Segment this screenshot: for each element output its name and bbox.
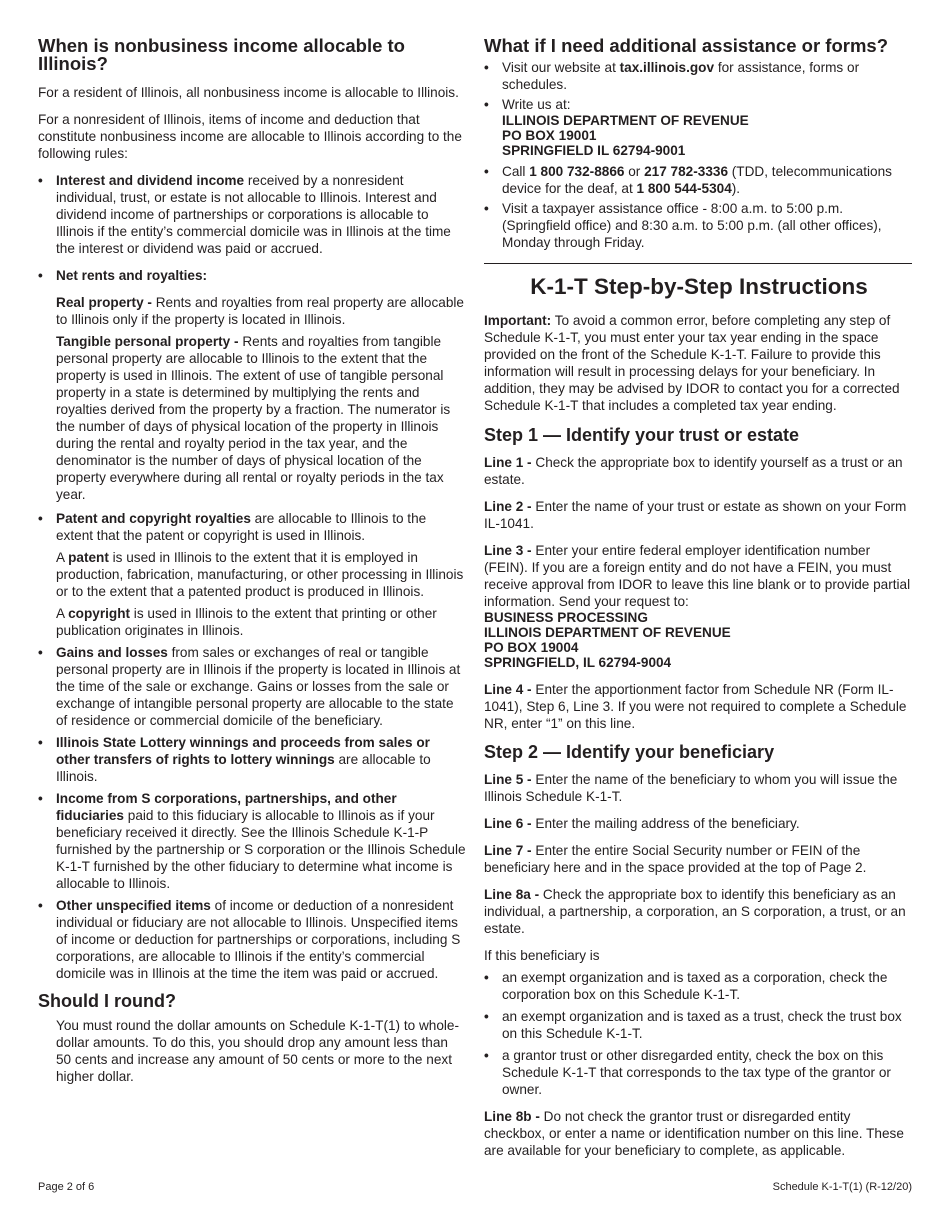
bullet-visit-office: • Visit a taxpayer assistance office - 8:00 a.m. to 5:00 p.m. (Springfield office) and 8:30 a.m. to 5:00 p.m. (all other offices), Monday through Friday. [484, 200, 914, 251]
bullet-interest-dividend: • Interest and dividend income received by a nonresident individual, trust, or estate is not allocable to Illinois. Interest and dividend income of partnerships or corporations is allocable to Illinois if the entity’s commercial domicile was in Illinois at the time the interest or dividend was paid or accrued. [38, 172, 466, 257]
bullet-net-rents: • Net rents and royalties: [38, 267, 466, 284]
para-line-3: Line 3 - Enter your entire federal employer identification number (FEIN). If you are a foreign entity and do not have a FEIN, you must receive approval from IDOR to leave this line blank or to provide partial information. Send your request to: [484, 543, 911, 609]
para-nonresident: For a nonresident of Illinois, items of income and deduction that constitute nonbusiness income are allocable to Illinois according to the following rules: [38, 112, 462, 161]
bullet-write-us: • Write us at: ILLINOIS DEPARTMENT OF REVENUE PO BOX 19001 SPRINGFIELD IL 62794-9001 [484, 96, 914, 158]
left-column [38, 0, 466, 1085]
para-patent: A patent is used in Illinois to the extent that it is employed in production, fabrication, manufacturing, or other processing in Illinois or to the extent that a patented product is produced in Illinois. [56, 550, 464, 599]
para-tangible-property: Tangible personal property - Rents and royalties from tangible personal property are allocable to Illinois to the extent that the property is used in Illinois. The extent of use of tangible personal property in a state is determined by multiplying the rents and royalties derived from the property by a fraction. The numerator is the number of days of physical location of the property in Illinois during the rental and royalty period in the tax year, and the denominator is the number of days of physical location of the property everywhere during all rental or royalty periods in the tax year. [56, 334, 451, 502]
para-real-property: Real property - Rents and royalties from real property are allocable to Illinois only if the property is located in Illinois. [56, 295, 464, 327]
bullet-exempt-trust: • an exempt organization and is taxed as a trust, check the trust box on this Schedule K-1-T. [484, 1008, 914, 1042]
right-column [484, 0, 914, 1159]
section-divider [484, 263, 912, 264]
para-line-4: Line 4 - Enter the apportionment factor from Schedule NR (Form IL-1041), Step 6, Line 3. If you were not required to complete a Schedule NR, enter “1” on this line. [484, 682, 907, 731]
para-rounding: You must round the dollar amounts on Schedule K-1-T(1) to whole-dollar amounts. To do this, you should drop any amount less than 50 cents and increase any amount of 50 cents or more to the next higher dollar. [56, 1018, 459, 1084]
title-step-by-step: K-1-T Step-by-Step Instructions [530, 274, 868, 299]
para-copyright: A copyright is used in Illinois to the extent that printing or other publication originates in Illinois. [56, 606, 437, 638]
mailing-address-idor: ILLINOIS DEPARTMENT OF REVENUE PO BOX 19001 SPRINGFIELD IL 62794-9001 [502, 113, 749, 158]
footer-form-id: Schedule K-1-T(1) (R-12/20) [772, 1181, 912, 1193]
para-line-8a: Line 8a - Check the appropriate box to identify this beneficiary as an individual, a partnership, a corporation, an S corporation, a trust, or an estate. [484, 887, 906, 936]
phone-number-2: 217 782-3336 [644, 164, 728, 179]
bullet-patent-copyright: • Patent and copyright royalties are allocable to Illinois to the extent that the patent or copyright is used in Illinois. [38, 510, 466, 544]
heading-step-2: Step 2 — Identify your beneficiary [484, 742, 775, 762]
mailing-address-business-processing: BUSINESS PROCESSING ILLINOIS DEPARTMENT OF REVENUE PO BOX 19004 SPRINGFIELD, IL 62794-9004 [484, 610, 731, 670]
bullet-exempt-corporation: • an exempt organization and is taxed as a corporation, check the corporation box on this Schedule K-1-T. [484, 969, 914, 1003]
heading-should-round: Should I round? [38, 991, 176, 1011]
para-line-8b: Line 8b - Do not check the grantor trust or disregarded entity checkbox, or enter a name or identification number on this line. These are available for your beneficiary to complete, as applicable. [484, 1109, 904, 1158]
para-line-5: Line 5 - Enter the name of the beneficiary to whom you will issue the Illinois Schedule K-1-T. [484, 772, 898, 804]
footer-page-number: Page 2 of 6 [38, 1181, 95, 1193]
para-if-beneficiary: If this beneficiary is [484, 948, 600, 963]
heading-additional-assistance: What if I need additional assistance or forms? [484, 35, 888, 56]
phone-number-tdd: 1 800 544-5304 [636, 181, 732, 196]
para-line-7: Line 7 - Enter the entire Social Security number or FEIN of the beneficiary here and in the space provided at the top of Page 2. [484, 843, 867, 875]
bullet-gains-losses: • Gains and losses from sales or exchanges of real or tangible personal property are in Illinois if the property is located in Illinois at the time of the sale or exchange. Gains or losses from the sale or exchange of intangible personal property are allocable to the state of residence or commercial domicile of the beneficiary. [38, 644, 466, 729]
heading-nonbusiness-allocable: When is nonbusiness income allocable to Illinois? [38, 35, 405, 74]
para-line-1: Line 1 - Check the appropriate box to identify yourself as a trust or an estate. [484, 455, 903, 487]
para-important: Important: To avoid a common error, before completing any step of Schedule K-1-T, you must enter your tax year ending in the space provided on the front of the Schedule K-1-T. Failure to provide this information will result in processing delays for your beneficiary. In addition, they may be advised by IDOR to contact you for a corrected Schedule K-1-T that includes a completed tax year ending. [484, 313, 900, 413]
para-line-6: Line 6 - Enter the mailing address of the beneficiary. [484, 816, 800, 831]
para-resident: For a resident of Illinois, all nonbusiness income is allocable to Illinois. [38, 85, 459, 100]
para-line-2: Line 2 - Enter the name of your trust or estate as shown on your Form IL-1041. [484, 499, 907, 531]
bullet-s-corporations: • Income from S corporations, partnerships, and other fiduciaries paid to this fiduciary is allocable to Illinois as if your beneficiary received it directly. See the Illinois Schedule K-1-P furnished by the partnership or S corporation or the Illinois Schedule K-1-T furnished by the other fiduciary to determine what income is allocable to Illinois. [38, 790, 466, 892]
bullet-call: • Call 1 800 732-8866 or 217 782-3336 (TDD, telecommunications device for the deaf, at 1 800 544-5304). [484, 163, 914, 197]
bullet-lottery: • Illinois State Lottery winnings and proceeds from sales or other transfers of rights to lottery winnings are allocable to Illinois. [38, 734, 466, 785]
heading-step-1: Step 1 — Identify your trust or estate [484, 425, 800, 445]
bullet-other-unspecified: • Other unspecified items of income or deduction of a nonresident individual or fiduciary are not allocable to Illinois. Unspecified items of income or deduction for partnerships or corporations, including S corporations, are allocable to Illinois if the entity’s commercial domicile was in Illinois at the time the item was paid or accrued. [38, 897, 466, 982]
bullet-website: • Visit our website at tax.illinois.gov for assistance, forms or schedules. [484, 59, 914, 93]
phone-number-1: 1 800 732-8866 [529, 164, 625, 179]
website-link: tax.illinois.gov [619, 60, 715, 75]
bullet-grantor-trust: • a grantor trust or other disregarded entity, check the box on this Schedule K-1-T that corresponds to the tax type of the grantor or owner. [484, 1047, 914, 1098]
